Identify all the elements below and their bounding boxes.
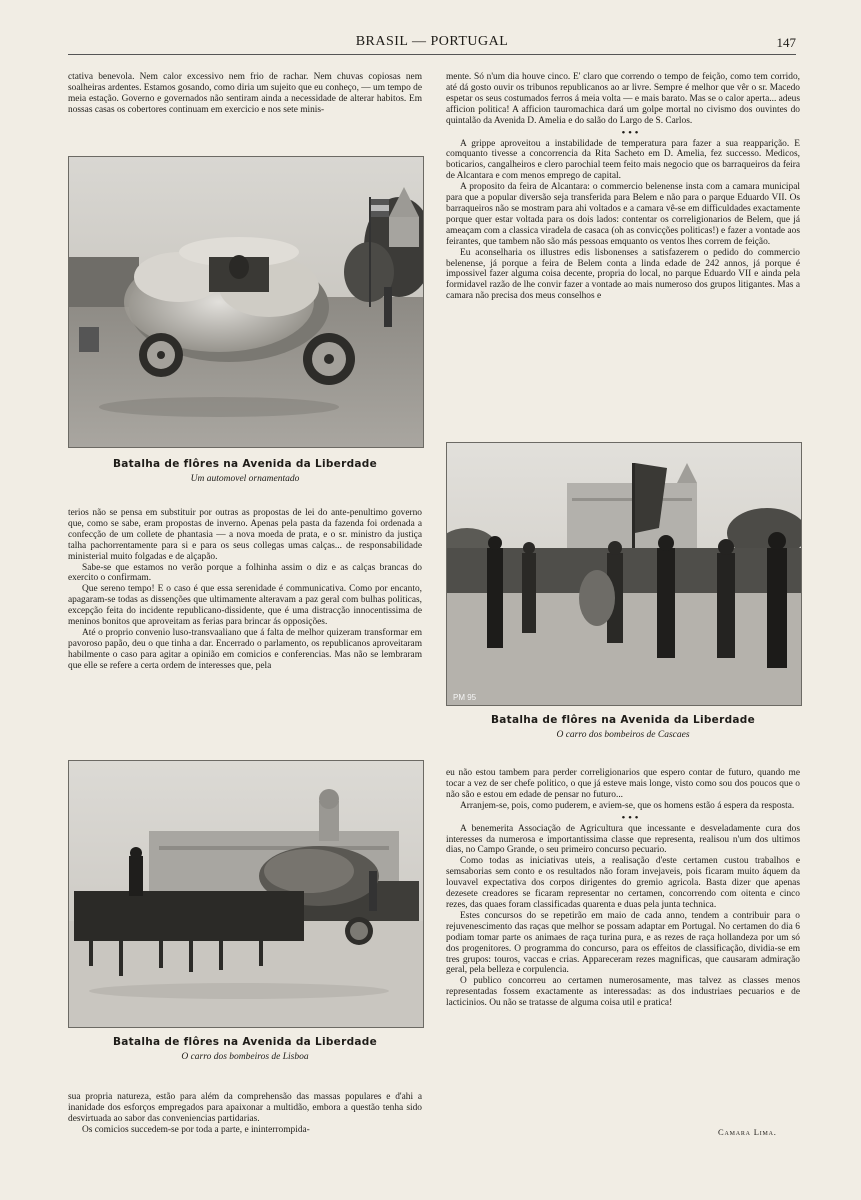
photo-caption-subtitle: Um automovel ornamentado (190, 474, 300, 484)
paragraph: terios não se pensa em substituir por outras as propostas de lei do ante-penultimo governo que, como se sabe, eram propostas de inverno. Apenas pela pasta da fazenda foi ordenada a confecção de um collete de phantasia — a nova moeda de prata, e o sr. ministro da justiça talha pachorrentamente para si e para os seus collegas umas calças... de responsabilidade ministerial muito folgadas e de alçapão. (68, 508, 422, 562)
photo-caption-subtitle: O carro dos bombeiros de Cascaes (556, 730, 690, 740)
paragraph: O publico concorreu ao certamen numerosamente, mas talvez as classes menos representadas fossem exactamente as interessadas: as dos industriaes pecuarios e de lacticinios. Ou não se tratasse de alguma coisa util e pratica! (446, 976, 800, 1009)
paragraph: eu não estou tambem para perder correligionarios que espero contar de futuro, quando me tocar a vez de ser chefe politico, o que já esteve mais longe, visto como sou dos poucos que o não são e estou em edade de pensar no futuro... (446, 768, 800, 800)
photo-caption-title: Batalha de flôres na Avenida da Liberdade (112, 1036, 378, 1048)
left-column-middle-text (68, 508, 422, 740)
cascais-carriage-photo-illustration (447, 443, 801, 705)
paragraph: Estes concursos do se repetirão em maio de cada anno, tendem a contribuir para o rejuvenescimento das raças que melhor se possam adaptar em Portugal. No certamen do dia 6 podiam tomar parte os animaes de raça turina pura, e as rezes de raça hollandeza por um só dos progenitores. O programma do concurso, para os effeitos de classificação, dividia-se em tres grupos: touros, vaccas e crias. Appareceram rezes magnificas, que causaram admiração geral, pela belleza e corpulencia. (446, 910, 800, 976)
paragraph: A benemerita Associação de Agricultura que incessante e desveladamente cura dos interesses da numerosa e importantissima classe que representa, realisou n'um dos ultimos dias, no Campo Grande, o seu primeiro concurso pecuario. (446, 823, 800, 856)
running-title: BRASIL — PORTUGAL (355, 34, 509, 49)
photo-lisbon-firefighters-carriage (68, 760, 424, 1028)
section-separator: • • • (621, 126, 639, 139)
paragraph: Que sereno tempo! E o caso é que essa serenidade é communicativa. Como por encanto, apagaram-se todas as dissenções que ultimamente alteravam a paz geral com bulhas politicas, excepção feita do incidente republicano-dissidente, que é uma distracção innocentissima de meninos bonitos que aproveitam as ferias para brincar ás opposições. (68, 584, 422, 628)
paragraph: Sabe-se que estamos no verão porque a folhinha assim o diz e as calças brancas do exercito o confirmam. (68, 562, 422, 584)
right-column-bottom-text (446, 768, 800, 1122)
paragraph: Até o proprio convenio luso-transvaaliano que á falta de melhor quizeram transformar em pavoroso papão, deu o que tinha a dar. Encerrado o parlamento, os republicanos aproveitaram habilmente o caso para agitar a opinião em comicios e conferencias. Mas não se lembraram que elle se refere a certa ordem de interesses que, pela (68, 627, 422, 671)
photo-caption-title: Batalha de flôres na Avenida da Liberdade (490, 714, 756, 726)
right-column-top-text (446, 72, 800, 418)
left-column-top-text (68, 72, 422, 134)
automobile-photo-illustration (69, 157, 423, 447)
paragraph: Os comicios succedem-se por toda a parte, e ininterrompida- (82, 1124, 310, 1135)
paragraph: Como todas as iniciativas uteis, a realisação d'este certamen custou trabalhos e semsaborias sem conto e os resultados não foram invejaveis, pois ficaram muito áquem da louvavel expectativa dos corpos dirigentes do gremio agricola. Basta dizer que apenas dezesete creadores se ficaram representar no certamen, concorrendo com oitenta e cinco rezes, das quaes foram classificadas quarenta e duas pela junta technica. (446, 856, 800, 910)
photo-caption-subtitle: O carro dos bombeiros de Lisboa (181, 1052, 309, 1062)
paragraph: sua propria natureza, estão para além da comprehensão das massas populares e d'ahi a inanidade dos esforços empregados para apaixonar a multidão, embora a questão tenha sido desvirtuada ao sabor das conveniencias partidarias. (68, 1092, 422, 1124)
photo-decorated-automobile (68, 156, 424, 448)
left-column-bottom-text (68, 1092, 422, 1158)
photo-caption-title: Batalha de flôres na Avenida da Liberdade (112, 458, 378, 470)
paragraph: Arranjem-se, pois, como puderem, e aviem-se, que os homens estão á espera da resposta. (460, 800, 795, 811)
author-signature: Camara Lima. (718, 1127, 777, 1137)
section-separator: • • • (621, 811, 639, 824)
paragraph: A proposito da feira de Alcantara: o commercio belenense insta com a camara municipal para que a popular diversão seja transferida para Belem e não para o parque Eduardo VII. Os barraqueiros não se mostram para ahi voltados e a camara vê-se em difficuldades exactamente porque quer estar voltada para os dois lados: contentar os correligionarios de Belem, que já ameaçam com a classica viradela de casaca (oh as convicções politicas!) e fazer a vontade aos feirantes, que tambem não são más pessoas emquanto os ventos lhes correm de feição. (446, 182, 800, 247)
lisbon-carriage-photo-illustration (69, 761, 423, 1027)
photographer-mark: PM 95 (453, 693, 477, 702)
page-header (68, 34, 796, 55)
photo-cascais-firefighters-carriage (446, 442, 802, 706)
paragraph: mente. Só n'um dia houve cinco. E' claro que correndo o tempo de feição, como tem corrido, até dá gosto ouvir os tribunos republicanos ao ar livre. Sempre é melhor que vêr o sr. Macedo espetar os seus costumados ferros á meia volta — e mais barato. Mas se o calor aperta... adeus afficion politica! A afficion tauromachica dará um golpe mortal no civismo dos ouvintes do quintalão da Avenida D. Amelia e do salão do Largo de S. Carlos. (446, 72, 800, 126)
paragraph: ctativa benevola. Nem calor excessivo nem frio de rachar. Nem chuvas copiosas nem soalheiras ardentes. Estamos gosando, como diria um sujeito que eu conheço, — um tempo de meia estação. Governo e governados não sentiram ainda a necessidade de alterar habitos. Em nossas casas os cobertores continuam em exercicio e nos sete minis- (68, 72, 422, 115)
page-number: 147 (776, 35, 796, 50)
paragraph: Eu aconselharia os illustres edis lisbonenses a satisfazerem o pedido do commercio belenense, já porque a feira de Belem conta a linda edade de 242 annos, já porque é impossivel fazer alguma coisa decente, propria do local, no parque Eduardo VII e ainda pela formidavel razão de lhe convir fazer a vontade ao mais numeroso dos grupos litigantes. Mas a camara não precisa dos meus conselhos e (446, 247, 800, 302)
paragraph: A grippe aproveitou a instabilidade de temperatura para fazer a sua reapparição. E comquanto tivesse a concorrencia da Rita Sacheto em D. Amelia, fez successo. Medicos, boticarios, cangalheiros e clero parochial teem feito mais negocio que os barraqueiros da feira de Alcantara e com menos emprego de capital. (446, 138, 800, 182)
